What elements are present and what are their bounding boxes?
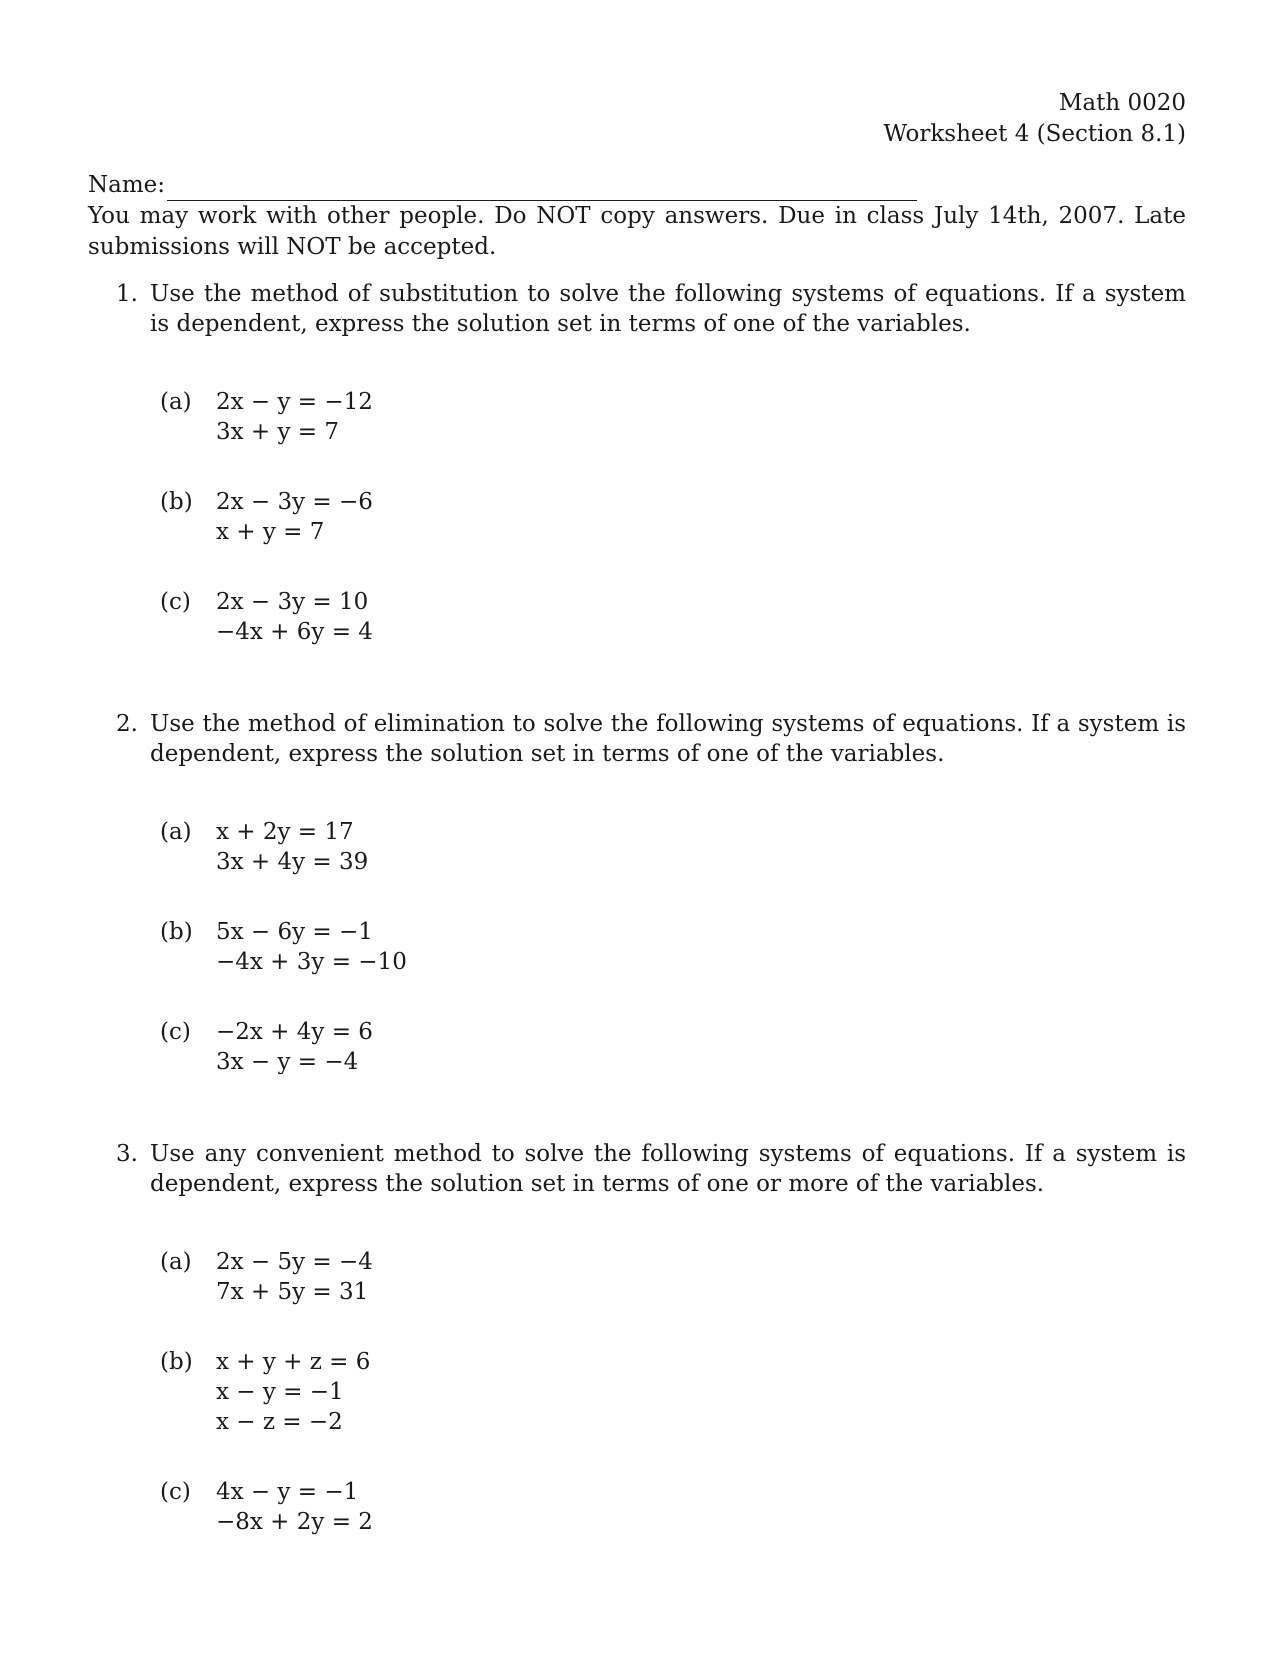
equation: x + y + z = 6 bbox=[216, 1349, 371, 1375]
problem-parts bbox=[150, 1247, 1186, 1537]
course-title: Math 0020 bbox=[1058, 90, 1186, 116]
equation: 2x − y = −12 bbox=[216, 389, 373, 415]
problem-text: Use the method of elimination to solve the following systems of equations. If a system is dependent, express the solution set in terms of one of the variables. bbox=[150, 711, 1186, 767]
equation: −4x + 3y = −10 bbox=[216, 949, 407, 975]
equation: 3x − y = −4 bbox=[216, 1049, 359, 1075]
equation: −8x + 2y = 2 bbox=[216, 1509, 373, 1535]
part-label: (c) bbox=[160, 1479, 191, 1505]
problem-number: 1. bbox=[116, 281, 138, 307]
equation: x + y = 7 bbox=[216, 519, 325, 545]
worksheet-title: Worksheet 4 (Section 8.1) bbox=[883, 121, 1186, 147]
equation: −4x + 6y = 4 bbox=[216, 619, 373, 645]
equation: 2x − 3y = 10 bbox=[216, 589, 369, 615]
name-label: Name: bbox=[88, 172, 166, 198]
worksheet-page bbox=[88, 88, 1186, 1537]
problem-part bbox=[160, 1477, 1186, 1537]
part-label: (a) bbox=[160, 819, 192, 845]
problem-text: Use the method of substitution to solve the following systems of equations. If a system is dependent, express the solution set in terms of one of the variables. bbox=[150, 281, 1186, 337]
instructions: You may work with other people. Do NOT copy answers. Due in class July 14th, 2007. Late submissions will NOT be accepted. bbox=[88, 203, 1186, 260]
equation: 7x + 5y = 31 bbox=[216, 1279, 369, 1305]
problem-text: Use any convenient method to solve the following systems of equations. If a system is dependent, express the solution set in terms of one or more of the variables. bbox=[150, 1141, 1186, 1197]
part-label: (b) bbox=[160, 919, 193, 945]
problem-3 bbox=[88, 1139, 1186, 1537]
problem-part bbox=[160, 1347, 1186, 1437]
equation: 3x + y = 7 bbox=[216, 419, 340, 445]
part-label: (b) bbox=[160, 1349, 193, 1375]
problem-parts bbox=[150, 387, 1186, 647]
equation: x + 2y = 17 bbox=[216, 819, 354, 845]
problem-number: 3. bbox=[116, 1141, 138, 1167]
problem-2 bbox=[88, 709, 1186, 1077]
equation: 3x + 4y = 39 bbox=[216, 849, 369, 875]
equation: 2x − 3y = −6 bbox=[216, 489, 373, 515]
part-label: (c) bbox=[160, 1019, 191, 1045]
equation: x − z = −2 bbox=[216, 1409, 343, 1435]
part-label: (a) bbox=[160, 389, 192, 415]
equation: −2x + 4y = 6 bbox=[216, 1019, 373, 1045]
problem-part bbox=[160, 387, 1186, 447]
problem-part bbox=[160, 1017, 1186, 1077]
part-label: (c) bbox=[160, 589, 191, 615]
problem-parts bbox=[150, 817, 1186, 1077]
problem-part bbox=[160, 817, 1186, 877]
problem-number: 2. bbox=[116, 711, 138, 737]
problem-list bbox=[88, 279, 1186, 1537]
name-row bbox=[88, 170, 1186, 201]
part-label: (b) bbox=[160, 489, 193, 515]
equation: x − y = −1 bbox=[216, 1379, 344, 1405]
worksheet-header bbox=[88, 88, 1186, 150]
equation: 5x − 6y = −1 bbox=[216, 919, 373, 945]
part-label: (a) bbox=[160, 1249, 192, 1275]
problem-part bbox=[160, 1247, 1186, 1307]
equation: 2x − 5y = −4 bbox=[216, 1249, 373, 1275]
name-blank-line bbox=[167, 176, 917, 201]
problem-part bbox=[160, 587, 1186, 647]
problem-part bbox=[160, 487, 1186, 547]
problem-part bbox=[160, 917, 1186, 977]
equation: 4x − y = −1 bbox=[216, 1479, 359, 1505]
problem-1 bbox=[88, 279, 1186, 647]
